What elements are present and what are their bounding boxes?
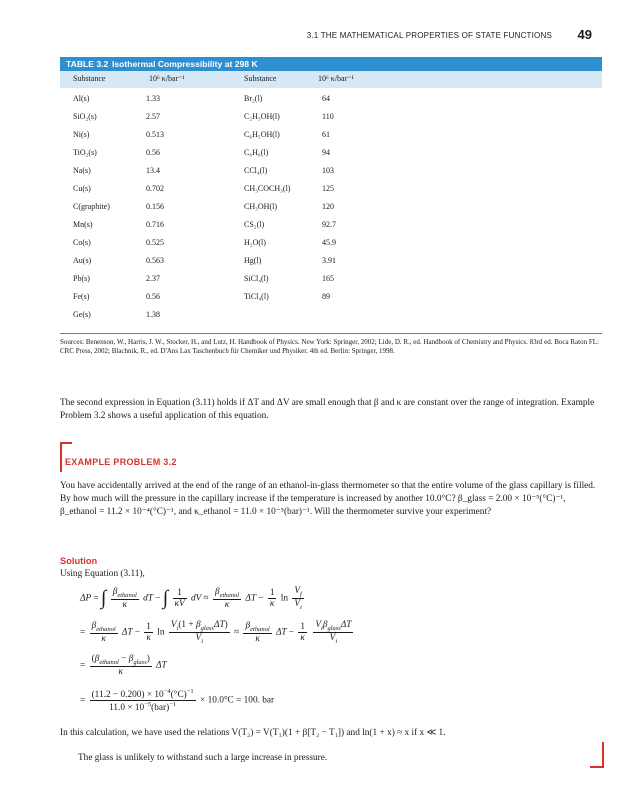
page-number: 49 <box>577 27 592 42</box>
table-cell: Pb(s) <box>73 274 90 283</box>
table-cell: CCl₄(l) <box>244 166 268 175</box>
table-cell: 103 <box>322 166 334 175</box>
table-cell: CH₃OH(l) <box>244 202 278 211</box>
table-cell: 1.38 <box>146 310 160 319</box>
chapter-title: 3.1 THE MATHEMATICAL PROPERTIES OF STATE FUNCTIONS <box>306 31 552 40</box>
table-cell: 2.37 <box>146 274 160 283</box>
equation-line-1: ΔP = ∫ $\frac{\beta_{ethanol}}{\kappa}$ dT − ∫ $\frac{1}{\kappa V}$ dV ≈ $\frac{\beta_{ethanol}}{\kappa}$ ΔT − $\frac{1}{\kappa}$ ln $\frac{V_f}{V_i}$ <box>80 586 302 611</box>
table-row <box>60 202 602 220</box>
table-row <box>60 310 602 328</box>
table-cell: 92.7 <box>322 220 336 229</box>
table-cell: 0.156 <box>146 202 164 211</box>
closing-text: In this calculation, we have used the relations V(T₂) = V(T₁)(1 + β[T₂ − T₁]) and ln(1 + x) ≈ x if x ≪ 1. <box>60 728 446 738</box>
col-header: Substance <box>244 74 277 83</box>
table-bottom-rule <box>60 333 602 334</box>
table-cell: TiO₂(s) <box>73 148 97 157</box>
equation-result: × 10.0°C = 100. bar <box>200 695 275 706</box>
table-cell: 0.513 <box>146 130 164 139</box>
col-header: 10⁶ κ/bar⁻¹ <box>149 74 185 83</box>
example-title: EXAMPLE PROBLEM 3.2 <box>65 457 177 467</box>
table-cell: 110 <box>322 112 334 121</box>
table-cell: H₂O(l) <box>244 238 266 247</box>
table-cell: Ge(s) <box>73 310 91 319</box>
table-cell: Ni(s) <box>73 130 90 139</box>
solution-label: Solution <box>60 556 98 566</box>
table-cell: 89 <box>322 292 330 301</box>
table-row <box>60 274 602 292</box>
col-header: 10⁶ κ/bar⁻¹ <box>318 74 354 83</box>
table-cell: Cu(s) <box>73 184 91 193</box>
table-cell: C₆H₆(l) <box>244 148 269 157</box>
table-cell: 0.525 <box>146 238 164 247</box>
solution-intro: Using Equation (3.11), <box>60 569 145 579</box>
table-cell: 0.702 <box>146 184 164 193</box>
table-cell: 0.56 <box>146 292 160 301</box>
table-cell: 13.4 <box>146 166 160 175</box>
table-row <box>60 256 602 274</box>
table-row <box>60 184 602 202</box>
equation-line-3: = $\frac{(\beta_{ethanol} - \beta_{glass})}{\kappa}$ ΔT <box>80 654 167 677</box>
table-cell: Na(s) <box>73 166 91 175</box>
table-row <box>60 130 602 148</box>
table-header-row <box>60 71 602 88</box>
table-cell: 3.91 <box>322 256 336 265</box>
col-header: Substance <box>73 74 106 83</box>
table-cell: Br₂(l) <box>244 94 263 103</box>
example-end-marker <box>590 742 604 768</box>
table-cell: Mn(s) <box>73 220 93 229</box>
running-header <box>60 28 592 44</box>
table-cell: 94 <box>322 148 330 157</box>
table-sources: Sources: Benenson, W., Harris, J. W., Stocker, H., and Lutz, H. Handbook of Physics. New York: Springer, 2002; Lide, D. R., ed. Handbook of Chemistry and Physics. 83rd ed. Boca Raton FL: CRC Press, 2002; Blachnik, R., ed. D'Ans Lax Taschenbuch für Chemiker und Physiker. 4th ed. Berlin: Springer, 1998. <box>60 338 599 355</box>
table-cell: 0.563 <box>146 256 164 265</box>
table-cell: Co(s) <box>73 238 91 247</box>
table-cell: 125 <box>322 184 334 193</box>
table-cell: TiCl₄(l) <box>244 292 269 301</box>
table-label: TABLE 3.2 <box>66 59 109 69</box>
table-row <box>60 238 602 256</box>
equation-line-4: = $\frac{(11.2 - 0.200) \times 10^{-4}(^\circ C)^{-1}}{11.0 \times 10^{-5}(bar)^{-1}}$ × 10.0°C = 100. bar <box>80 688 275 714</box>
table-cell: Al(s) <box>73 94 90 103</box>
conclusion-text: The glass is unlikely to withstand such a large increase in pressure. <box>78 753 328 763</box>
table-row <box>60 292 602 310</box>
table-row <box>60 94 602 112</box>
table-cell: Au(s) <box>73 256 92 265</box>
table-title-bar <box>60 57 602 71</box>
table-cell: C(graphite) <box>73 202 110 211</box>
table-row <box>60 166 602 184</box>
table-cell: 120 <box>322 202 334 211</box>
intro-paragraph: The second expression in Equation (3.11) holds if ΔT and ΔV are small enough that β and κ are constant over the range of integration. Example Problem 3.2 shows a useful application of this equation. <box>60 398 595 421</box>
table-cell: 64 <box>322 94 330 103</box>
table-title: Isothermal Compressibility at 298 K <box>112 59 258 69</box>
table-cell: 0.716 <box>146 220 164 229</box>
table-row <box>60 220 602 238</box>
table-cell: SiO₂(s) <box>73 112 97 121</box>
table-cell: SiCl₄(l) <box>244 274 269 283</box>
equation-line-2: = $\frac{\beta_{ethanol}}{\kappa}$ ΔT − $\frac{1}{\kappa}$ ln $\frac{V_i(1 + \beta_{glass}\Delta T)}{V_i}$ ≈ $\frac{\beta_{ethanol}}{\kappa}$ ΔT − $\frac{1}{\kappa}$ $\frac{V_i\beta_{glass}\Delta T}{V_i}$ <box>80 620 352 645</box>
table-cell: 1.33 <box>146 94 160 103</box>
table-cell: CS₂(l) <box>244 220 265 229</box>
table-cell: 165 <box>322 274 334 283</box>
table-cell: 45.9 <box>322 238 336 247</box>
table-cell: CH₃COCH₃(l) <box>244 184 291 193</box>
table-cell: C₂H₅OH(l) <box>244 112 280 121</box>
example-problem: You have accidentally arrived at the end of the range of an ethanol-in-glass thermometer so that the entire volume of the glass capillary is filled. By how much will the pressure in the capillary increase if the temperature is increased by another 10.0°C? β_glass = 2.00 × 10⁻⁵(°C)⁻¹, β_ethanol = 11.2 × 10⁻⁴(°C)⁻¹, and κ_ethanol = 11.0 × 10⁻⁵(bar)⁻¹. Will the thermometer survive your experiment? <box>60 481 596 517</box>
table-cell: 61 <box>322 130 330 139</box>
table-cell: C₆H₅OH(l) <box>244 130 280 139</box>
table-cell: Fe(s) <box>73 292 90 301</box>
table-cell: 2.57 <box>146 112 160 121</box>
table-cell: 0.56 <box>146 148 160 157</box>
table-row <box>60 112 602 130</box>
table-body <box>60 94 602 328</box>
table-cell: Hg(l) <box>244 256 262 265</box>
table-row <box>60 148 602 166</box>
